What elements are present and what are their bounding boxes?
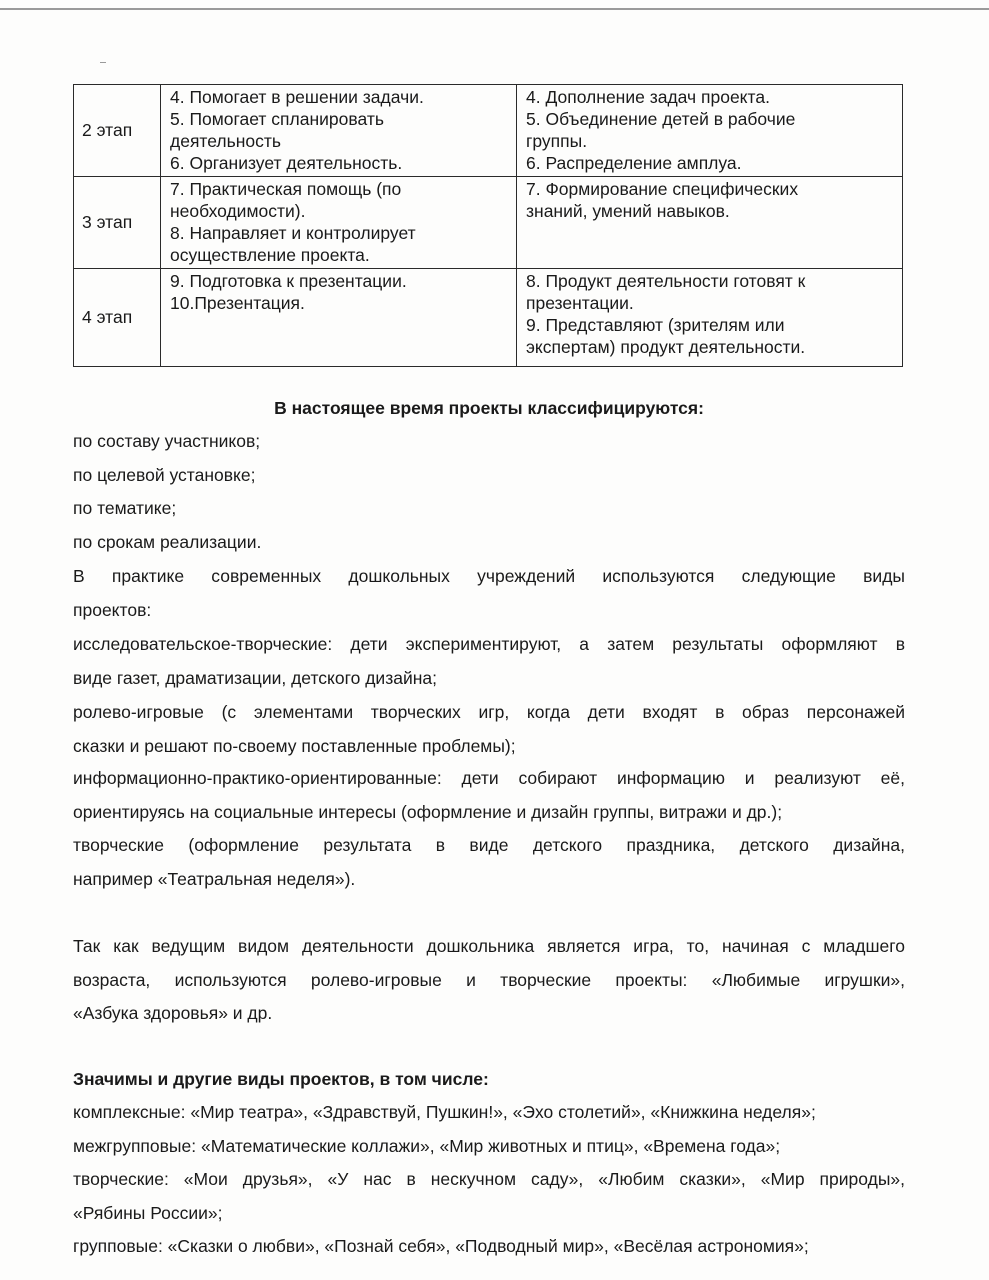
cell-line: презентации.	[526, 293, 634, 313]
paragraph-line: сказки и решают по-своему поставленные проблемы);	[73, 735, 516, 756]
cell-line: 8. Направляет и контролирует	[170, 223, 416, 243]
cell-line: 4. Помогает в решении задачи.	[170, 87, 424, 107]
paragraph-line: В практике современных дошкольных учреждений используются следующие виды	[73, 566, 905, 586]
teacher-cell	[161, 177, 517, 269]
paragraph-line: межгрупповые: «Математические коллажи», «Мир животных и птиц», «Времена года»;	[73, 1135, 781, 1156]
children-cell	[517, 177, 903, 269]
paragraph-line: групповые: «Сказки о любви», «Познай себя», «Подводный мир», «Весёлая астрономия»;	[73, 1236, 809, 1256]
stage-cell: 2 этап	[74, 85, 161, 177]
teacher-cell	[161, 269, 517, 367]
stage-cell: 3 этап	[74, 177, 161, 269]
classification-item: по тематике;	[73, 498, 177, 518]
scan-speck	[100, 62, 106, 63]
paragraph-line: комплексные: «Мир театра», «Здравствуй, Пушкин!», «Эхо столетий», «Книжкина неделя»;	[73, 1102, 816, 1122]
cell-line: 5. Помогает спланировать	[170, 109, 384, 129]
classification-heading: В настоящее время проекты классифицируются:	[274, 398, 704, 418]
paragraph-line: ролево-игровые (с элементами творческих игр, когда дети входят в образ персонажей	[73, 702, 905, 722]
paragraph-line: проектов:	[73, 599, 152, 620]
cell-line: 6. Распределение амплуа.	[526, 153, 742, 173]
other-types-paragraph	[73, 1096, 905, 1264]
cell-line: знаний, умений навыков.	[526, 201, 730, 221]
cell-line: 6. Организует деятельность.	[170, 153, 403, 173]
paragraph-line: исследовательское-творческие: дети экспериментируют, а затем результаты оформляют в	[73, 634, 905, 654]
cell-line: экспертам) продукт деятельности.	[526, 337, 806, 357]
paragraph-line: Так как ведущим видом деятельности дошкольника является игра, то, начиная с младшего	[73, 936, 905, 956]
paragraph-line: «Рябины России»;	[73, 1202, 223, 1223]
stage-cell: 4 этап	[74, 269, 161, 367]
cell-line: 8. Продукт деятельности готовят к	[526, 271, 806, 291]
page-top-rule	[0, 8, 989, 10]
cell-line: 10.Презентация.	[170, 293, 305, 313]
creative-projects-paragraph	[73, 829, 905, 896]
info-projects-paragraph	[73, 762, 905, 829]
paragraph-line: «Азбука здоровья» и др.	[73, 1003, 273, 1023]
cell-line: осуществление проекта.	[170, 245, 370, 265]
cell-line: деятельность	[170, 131, 281, 151]
paragraph-line: ориентируясь на социальные интересы (оформление и дизайн группы, витражи и др.);	[73, 801, 783, 822]
paragraph-line: виде газет, драматизации, детского дизайна;	[73, 667, 437, 688]
classification-item: по целевой установке;	[73, 465, 256, 485]
cell-line: необходимости).	[170, 201, 306, 221]
paragraph-line: например «Театральная неделя»).	[73, 868, 356, 889]
paragraph-line: творческие (оформление результата в виде детского праздника, детского дизайна,	[73, 835, 905, 855]
cell-line: 9. Подготовка к презентации.	[170, 271, 407, 291]
teacher-cell	[161, 85, 517, 177]
practice-intro-paragraph	[73, 560, 905, 627]
cell-line: 4. Дополнение задач проекта.	[526, 87, 770, 107]
table-row	[74, 269, 903, 367]
children-cell	[517, 85, 903, 177]
research-projects-paragraph	[73, 628, 905, 695]
roleplay-projects-paragraph	[73, 696, 905, 763]
stages-table	[73, 84, 903, 367]
paragraph-line: информационно-практико-ориентированные: дети собирают информацию и реализуют её,	[73, 768, 905, 788]
paragraph-line: творческие: «Мои друзья», «У нас в нескучном саду», «Любим сказки», «Мир природы»,	[73, 1169, 905, 1189]
classification-item: по составу участников;	[73, 431, 261, 451]
other-types-heading: Значимы и другие виды проектов, в том числе:	[73, 1069, 489, 1089]
table-row	[74, 85, 903, 177]
paragraph-line: возраста, используются ролево-игровые и творческие проекты: «Любимые игрушки»,	[73, 969, 905, 990]
cell-line: 5. Объединение детей в рабочие	[526, 109, 796, 129]
cell-line: 9. Представляют (зрителям или	[526, 315, 785, 335]
classification-item: по срокам реализации.	[73, 532, 262, 552]
cell-line: группы.	[526, 131, 588, 151]
cell-line: 7. Практическая помощь (по	[170, 179, 402, 199]
children-cell	[517, 269, 903, 367]
cell-line: 7. Формирование специфических	[526, 179, 799, 199]
table-row	[74, 177, 903, 269]
games-paragraph	[73, 930, 905, 1031]
